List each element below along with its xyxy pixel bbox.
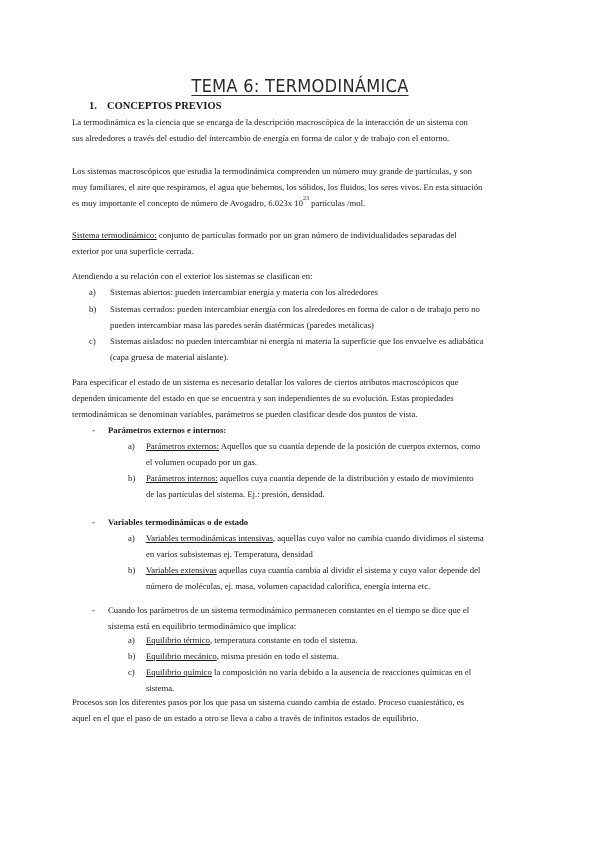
equilibrio-paragraph: Cuando los parámetros de un sistema termodinámico permanecen constantes en el tiempo se dice que el sistema está en equilibrio termodinámico que implica: [108, 605, 470, 632]
macro-paragraph: Los sistemas macroscópicos que estudia la termodinámica comprenden un número muy grande de partículas, y son muy familiares, el aire que respiramos, el agua que bebemos, los sólidos, los fluidos, los seres vivos. En esta situación es muy importante el concepto de número de Avogadro, 6.023x $10^{23}$ partículas /mol. [72, 166, 483, 209]
list-marker: b) [89, 304, 97, 314]
list-marker: b) [128, 473, 136, 483]
page-title: TEMA 6: TERMODINÁMICA [191, 76, 409, 97]
list-item: Parámetros externos: Aquellos que su cuantía depende de la posición de cuerpos externos, como el volumen ocupado por un gas. [146, 441, 481, 468]
clasif-intro: Atendiendo a su relación con el exterior los sistemas se clasifican en: [72, 271, 313, 281]
list-item: Equilibrio mecánico, misma presión en todo el sistema. [146, 651, 339, 661]
list-marker: c) [89, 336, 96, 346]
intro-paragraph: La termodinámica es la ciencia que se encarga de la descripción macroscópica de la interacción de un sistema con sus alrededores a través del estudio del intercambio de energía en forma de calor y de trabajo con el entorno. [72, 117, 468, 144]
list-marker: a) [128, 441, 135, 451]
list-item: Sistemas abiertos: pueden intercambiar energía y materia con los alrededores [110, 287, 378, 297]
section-heading: 1. CONCEPTOS PREVIOS [89, 101, 222, 112]
procesos-paragraph: Procesos son los diferentes pasos por los que pasa un sistema cuando cambia de estado. Proceso cuasiestático, es aquel en el que el paso de un estado a otro se lleva a cabo a través de infinitos estados de equilibrio. [72, 697, 465, 724]
sistema-definition: Sistema termodinámico: conjunto de partículas formado por un gran número de individualidades separadas del exterior por una superficie cerrada. [72, 230, 457, 257]
list-marker: a) [128, 635, 135, 645]
list-item: Equilibrio térmico, temperatura constante en todo el sistema. [146, 635, 358, 645]
list-marker: c) [128, 667, 135, 677]
list-item: Equilibrio químico la composición no varía debido a la ausencia de reacciones químicas en el sistema. [146, 667, 472, 694]
estado-paragraph: Para especificar el estado de un sistema es necesario detallar los valores de ciertos atributos macroscópicos que dependen únicamente del estado en que se encuentra y son independientes de su evolución. Estas propiedades termodinámicas se denominan variables, parámetros se pueden clasificar desde dos puntos de vista. [72, 377, 459, 420]
list-marker: b) [128, 565, 136, 575]
bullet-dash: - [92, 605, 95, 615]
list-marker: b) [128, 651, 136, 661]
variables-heading: Variables termodinámicas o de estado [108, 517, 249, 527]
list-marker: a) [128, 533, 135, 543]
bullet-dash: - [92, 425, 95, 435]
list-item: Variables extensivas aquellas cuya cuantía cambia al dividir el sistema y cuyo valor depende del número de moléculas, ej. masa, volumen capacidad calorífica, energía interna etc. [146, 565, 481, 592]
list-item: Parámetros internos: aquellos cuya cuantía depende de la distribución y estado de movimiento de las partículas del sistema. Ej.: presión, densidad. [146, 473, 474, 500]
list-item: Sistemas cerrados: pueden intercambiar energía con los alrededores en forma de calor o de trabajo pero no pueden intercambiar masa las paredes serán diatérmicas (paredes metálicas) [110, 304, 480, 331]
sistema-term: Sistema termodinámico: [72, 230, 157, 240]
bullet-dash: - [92, 517, 95, 527]
list-item: Variables termodinámicas intensivas, aquellas cuyo valor no cambia cuando dividimos el sistema en varios subsistemas ej. Temperatura, densidad [146, 533, 484, 560]
list-item: Sistemas aislados: no pueden intercambiar ni energía ni materia la superficie que los envuelve es adiabática (capa gruesa de material aislante). [110, 336, 484, 363]
list-marker: a) [89, 287, 96, 297]
param-heading: Parámetros externos e internos: [108, 425, 227, 435]
